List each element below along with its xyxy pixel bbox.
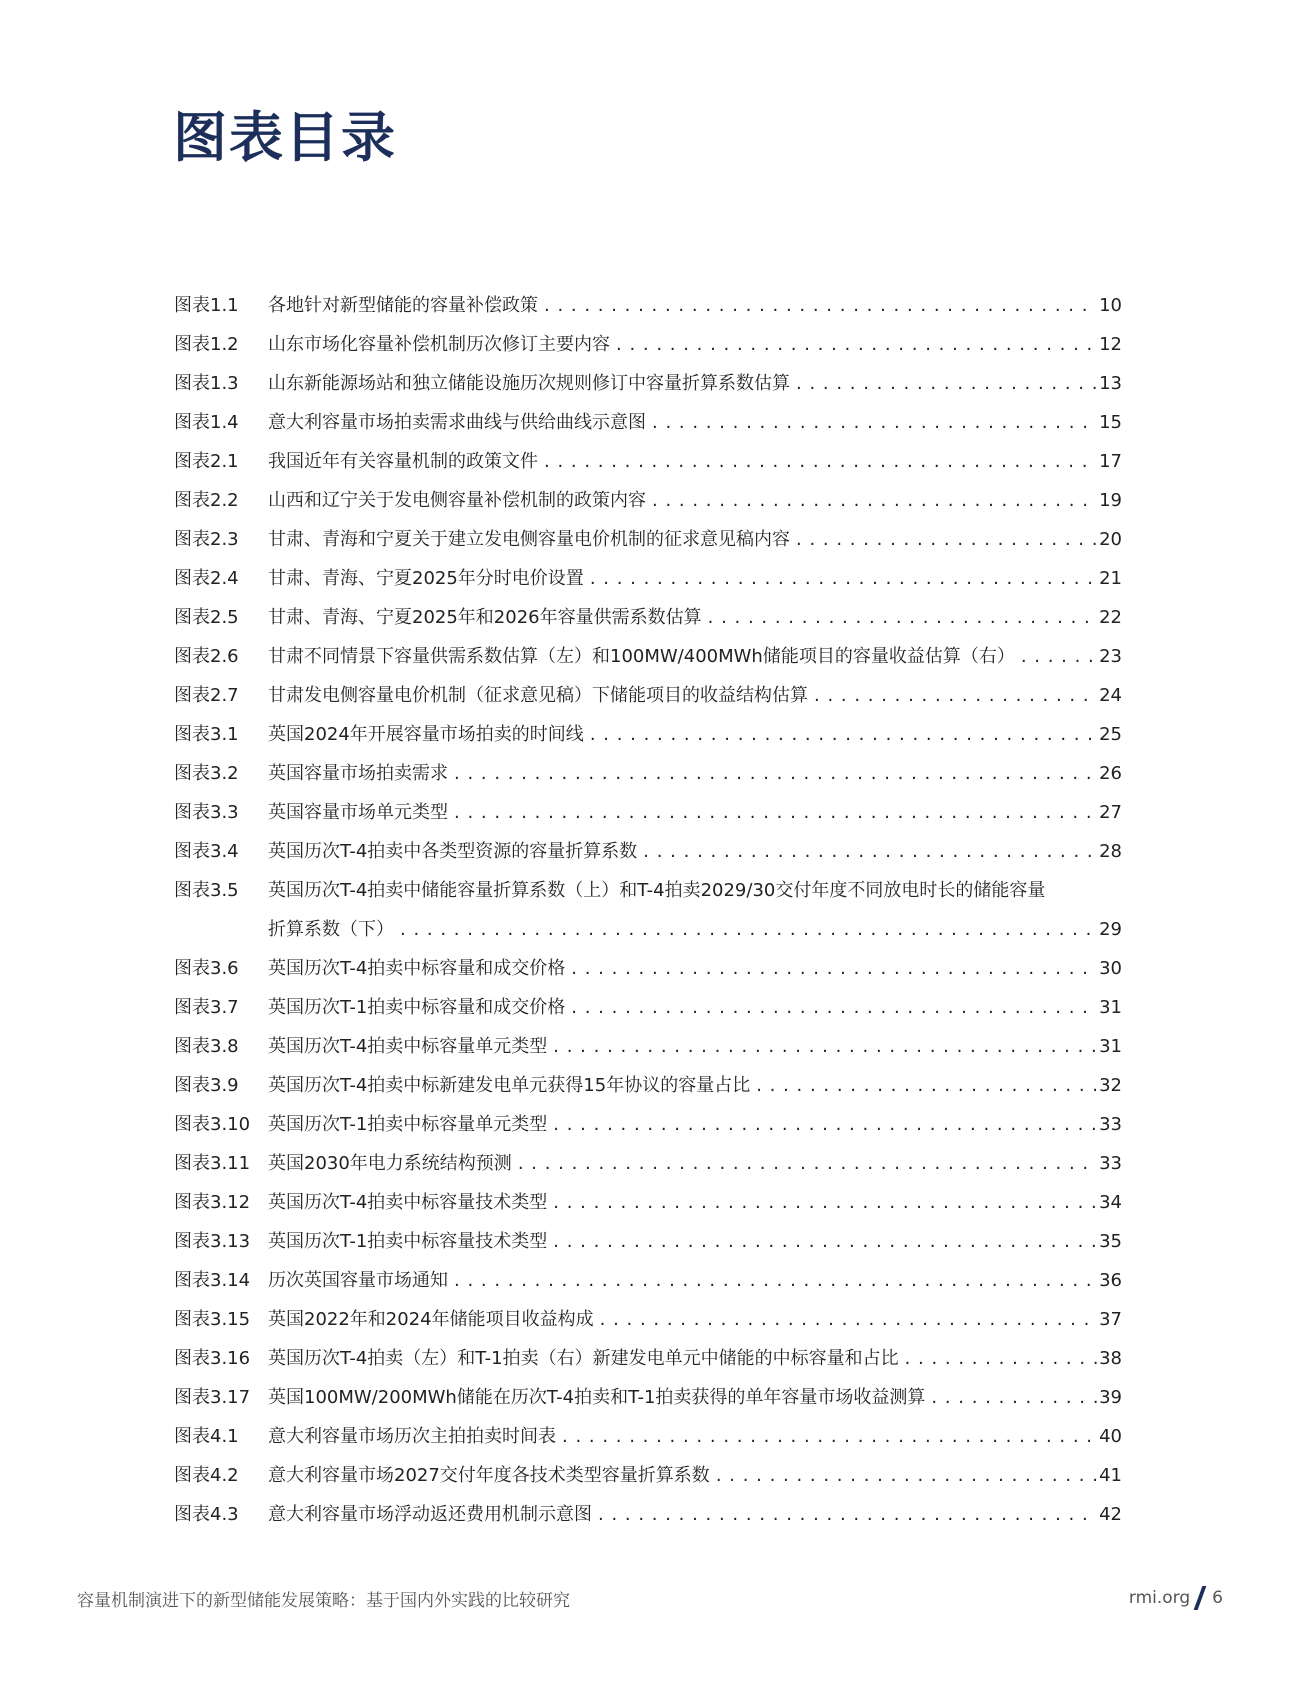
toc-entry-title[interactable]: 英国历次T-4拍卖中标容量技术类型: [268, 1192, 548, 1213]
toc-entry-title[interactable]: 英国历次T-4拍卖中储能容量折算系数（上）和T-4拍卖2029/30交付年度不同放电时长的储能容量: [268, 880, 1046, 901]
toc-entry-label: 图表2.7: [174, 685, 239, 706]
toc-entry-title[interactable]: 意大利容量市场2027交付年度各技术类型容量折算系数: [268, 1465, 710, 1486]
toc-leader-dots: [652, 411, 1097, 435]
toc-entry-page[interactable]: 34: [1099, 1192, 1122, 1213]
toc-entry-title[interactable]: 英国历次T-4拍卖中各类型资源的容量折算系数: [268, 841, 638, 862]
toc-entry[interactable]: [174, 840, 1122, 879]
toc-entry[interactable]: [174, 801, 1122, 840]
toc-entry-label: 图表4.2: [174, 1465, 239, 1486]
toc-leader-dots: [518, 1152, 1097, 1176]
toc-entry[interactable]: [174, 1269, 1122, 1308]
toc-entry[interactable]: [174, 1191, 1122, 1230]
toc-entry-title[interactable]: 甘肃、青海和宁夏关于建立发电侧容量电价机制的征求意见稿内容: [268, 529, 790, 550]
toc-entry-page[interactable]: 36: [1099, 1270, 1122, 1291]
footer-right: [1129, 1586, 1223, 1610]
toc-entry-page[interactable]: 25: [1099, 724, 1122, 745]
toc-leader-dots: [616, 333, 1097, 357]
toc-entry-title[interactable]: 英国容量市场单元类型: [268, 802, 448, 823]
toc-entry-title[interactable]: 英国历次T-4拍卖中标容量单元类型: [268, 1036, 548, 1057]
toc-entry-page[interactable]: 12: [1099, 334, 1122, 355]
toc-entry[interactable]: [174, 333, 1122, 372]
toc-entry-page[interactable]: 24: [1099, 685, 1122, 706]
toc-entry-page[interactable]: 10: [1099, 295, 1122, 316]
toc-entry-label: 图表3.11: [174, 1153, 251, 1174]
toc-entry-title[interactable]: 甘肃发电侧容量电价机制（征求意见稿）下储能项目的收益结构估算: [268, 685, 808, 706]
toc-entry-title[interactable]: 各地针对新型储能的容量补偿政策: [268, 295, 538, 316]
toc-entry-page[interactable]: 20: [1099, 529, 1122, 550]
toc-entry-page[interactable]: 22: [1099, 607, 1122, 628]
toc-entry-page[interactable]: 27: [1099, 802, 1122, 823]
toc-entry-label: 图表2.3: [174, 529, 239, 550]
toc-leader-dots: [400, 918, 1097, 942]
footer-page-number: 6: [1212, 1588, 1223, 1608]
toc-entry[interactable]: [174, 684, 1122, 723]
toc-entry-title[interactable]: 英国2030年电力系统结构预测: [268, 1153, 512, 1174]
toc-entry-page[interactable]: 32: [1099, 1075, 1122, 1096]
toc-entry-label: 图表3.12: [174, 1192, 251, 1213]
toc-entry-title[interactable]: 英国100MW/200MWh储能在历次T-4拍卖和T-1拍卖获得的单年容量市场收益测算: [268, 1387, 926, 1408]
toc-entry-title[interactable]: 山东新能源场站和独立储能设施历次规则修订中容量折算系数估算: [268, 373, 790, 394]
toc-entry-page[interactable]: 40: [1099, 1426, 1122, 1447]
toc-leader-dots: [652, 489, 1097, 513]
toc-entry[interactable]: [174, 957, 1122, 996]
toc-leader-dots: [598, 1503, 1097, 1527]
toc-entry[interactable]: [174, 450, 1122, 489]
toc-leader-dots: [796, 372, 1097, 396]
toc-entry-page[interactable]: 29: [1099, 919, 1122, 940]
toc-entry-page[interactable]: 28: [1099, 841, 1122, 862]
toc-leader-dots: [454, 762, 1097, 786]
toc-leader-dots: [553, 1113, 1097, 1137]
toc-entry-title[interactable]: 甘肃不同情景下容量供需系数估算（左）和100MW/400MWh储能项目的容量收益估算（右）: [268, 646, 1015, 667]
toc-leader-dots: [905, 1347, 1098, 1371]
toc-entry-label: 图表2.6: [174, 646, 239, 667]
toc-entry[interactable]: [174, 996, 1122, 1035]
toc-entry-label: 图表1.1: [174, 295, 239, 316]
toc-leader-dots: [562, 1425, 1097, 1449]
toc-entry-title[interactable]: 英国历次T-1拍卖中标容量和成交价格: [268, 997, 566, 1018]
toc-entry[interactable]: [174, 1308, 1122, 1347]
toc-entry[interactable]: [174, 1035, 1122, 1074]
toc-entry-label: 图表3.14: [174, 1270, 251, 1291]
toc-entry-title[interactable]: 山西和辽宁关于发电侧容量补偿机制的政策内容: [268, 490, 646, 511]
toc-entry-page[interactable]: 33: [1099, 1153, 1122, 1174]
toc-entry-label: 图表1.2: [174, 334, 239, 355]
toc-leader-dots: [571, 957, 1097, 981]
toc-leader-dots: [1021, 645, 1097, 669]
toc-entry[interactable]: [174, 372, 1122, 411]
toc-entry-label: 图表3.6: [174, 958, 239, 979]
toc-leader-dots: [814, 684, 1097, 708]
toc-entry[interactable]: [174, 1503, 1122, 1542]
toc-entry-page[interactable]: 35: [1099, 1231, 1122, 1252]
toc-entry-label: 图表3.2: [174, 763, 239, 784]
slash-divider-icon: [1194, 1586, 1207, 1610]
toc-entry-page[interactable]: 15: [1099, 412, 1122, 433]
toc-entry[interactable]: [174, 1464, 1122, 1503]
toc-entry[interactable]: [174, 528, 1122, 567]
toc-leader-dots: [571, 996, 1097, 1020]
toc-entry[interactable]: [174, 489, 1122, 528]
toc-leader-dots: [796, 528, 1097, 552]
toc-entry-continuation[interactable]: [174, 918, 1122, 957]
toc-entry-page[interactable]: 31: [1099, 1036, 1122, 1057]
toc-entry-title-cont[interactable]: 折算系数（下）: [268, 919, 394, 940]
toc-entry-title[interactable]: 英国2022年和2024年储能项目收益构成: [268, 1309, 594, 1330]
toc-entry[interactable]: [174, 1425, 1122, 1464]
toc-entry-label: 图表1.3: [174, 373, 239, 394]
toc-entry[interactable]: [174, 1386, 1122, 1425]
toc-entry-title[interactable]: 英国容量市场拍卖需求: [268, 763, 448, 784]
toc-leader-dots: [454, 1269, 1097, 1293]
toc-leader-dots: [716, 1464, 1097, 1488]
toc-entry[interactable]: [174, 567, 1122, 606]
toc-entry-label: 图表4.3: [174, 1504, 239, 1525]
toc-entry-title[interactable]: 甘肃、青海、宁夏2025年和2026年容量供需系数估算: [268, 607, 702, 628]
toc-entry-page[interactable]: 30: [1099, 958, 1122, 979]
toc-entry-label: 图表3.17: [174, 1387, 251, 1408]
toc-entry[interactable]: [174, 1074, 1122, 1113]
toc-entry-page[interactable]: 17: [1099, 451, 1122, 472]
toc-entry-title[interactable]: 英国2024年开展容量市场拍卖的时间线: [268, 724, 584, 745]
toc-entry-page[interactable]: 41: [1099, 1465, 1122, 1486]
toc-entry-title[interactable]: 意大利容量市场拍卖需求曲线与供给曲线示意图: [268, 412, 646, 433]
toc-entry-title[interactable]: 英国历次T-4拍卖中标新建发电单元获得15年协议的容量占比: [268, 1075, 751, 1096]
toc-entry-title[interactable]: 英国历次T-1拍卖中标容量技术类型: [268, 1231, 548, 1252]
toc-entry-title[interactable]: 英国历次T-1拍卖中标容量单元类型: [268, 1114, 548, 1135]
toc-entry-label: 图表2.1: [174, 451, 239, 472]
toc-entry-label: 图表3.3: [174, 802, 239, 823]
toc-leader-dots: [454, 801, 1097, 825]
toc-entry-page[interactable]: 42: [1099, 1504, 1122, 1525]
toc-entry-title[interactable]: 我国近年有关容量机制的政策文件: [268, 451, 538, 472]
toc-entry-title[interactable]: 山东市场化容量补偿机制历次修订主要内容: [268, 334, 610, 355]
toc-entry-page[interactable]: 19: [1099, 490, 1122, 511]
toc-entry-page[interactable]: 13: [1099, 373, 1122, 394]
toc-entry-label: 图表2.2: [174, 490, 239, 511]
toc-entry[interactable]: [174, 1113, 1122, 1152]
toc-entry-label: 图表3.1: [174, 724, 239, 745]
toc-entry[interactable]: [174, 879, 1122, 918]
toc-leader-dots: [590, 567, 1097, 591]
toc-leader-dots: [600, 1308, 1097, 1332]
toc-entry-title[interactable]: 英国历次T-4拍卖（左）和T-1拍卖（右）新建发电单元中储能的中标容量和占比: [268, 1348, 899, 1369]
toc-leader-dots: [553, 1230, 1097, 1254]
toc-leader-dots: [590, 723, 1097, 747]
toc-entry-label: 图表3.4: [174, 841, 239, 862]
toc-entry-label: 图表4.1: [174, 1426, 239, 1447]
page-footer: [77, 1586, 1223, 1616]
toc-entry-title[interactable]: 甘肃、青海、宁夏2025年分时电价设置: [268, 568, 584, 589]
toc-entry-label: 图表2.5: [174, 607, 239, 628]
toc-entry-page[interactable]: 21: [1099, 568, 1122, 589]
toc-entry[interactable]: [174, 606, 1122, 645]
toc-entry-page[interactable]: 31: [1099, 997, 1122, 1018]
toc-leader-dots: [931, 1386, 1097, 1410]
toc-entry-label: 图表3.7: [174, 997, 239, 1018]
toc-entry[interactable]: [174, 294, 1122, 333]
toc-entry-page[interactable]: 38: [1099, 1348, 1122, 1369]
toc-entry-label: 图表3.5: [174, 880, 239, 901]
toc-entry-label: 图表2.4: [174, 568, 239, 589]
toc-entry-title[interactable]: 历次英国容量市场通知: [268, 1270, 448, 1291]
footer-site-link[interactable]: rmi.org: [1128, 1588, 1191, 1608]
toc-leader-dots: [756, 1074, 1097, 1098]
toc-entry[interactable]: [174, 1152, 1122, 1191]
footer-report-title: 容量机制演进下的新型储能发展策略：基于国内外实践的比较研究: [77, 1591, 570, 1611]
toc-leader-dots: [544, 294, 1097, 318]
toc-entry[interactable]: [174, 645, 1122, 684]
toc-entry-page[interactable]: 39: [1099, 1387, 1122, 1408]
toc-entry-label: 图表3.16: [174, 1348, 251, 1369]
toc-leader-dots: [553, 1191, 1097, 1215]
toc-entry-title[interactable]: 意大利容量市场历次主拍拍卖时间表: [268, 1426, 556, 1447]
toc-entry-page[interactable]: 23: [1099, 646, 1122, 667]
toc-entry-label: 图表3.10: [174, 1114, 251, 1135]
toc-entry-label: 图表3.9: [174, 1075, 239, 1096]
toc-leader-dots: [553, 1035, 1097, 1059]
toc-entry-label: 图表3.13: [174, 1231, 251, 1252]
page-title: 图表目录: [173, 106, 397, 169]
toc-entry[interactable]: [174, 762, 1122, 801]
toc-entry[interactable]: [174, 1347, 1122, 1386]
toc-entry[interactable]: [174, 411, 1122, 450]
toc-entry-title[interactable]: 意大利容量市场浮动返还费用机制示意图: [268, 1504, 592, 1525]
toc-entry-page[interactable]: 37: [1099, 1309, 1122, 1330]
toc-entry[interactable]: [174, 723, 1122, 762]
toc-entry-label: 图表3.15: [174, 1309, 251, 1330]
toc-entry-label: 图表3.8: [174, 1036, 239, 1057]
toc-entry-page[interactable]: 26: [1099, 763, 1122, 784]
toc-leader-dots: [643, 840, 1097, 864]
toc-entry-title[interactable]: 英国历次T-4拍卖中标容量和成交价格: [268, 958, 566, 979]
toc-entry[interactable]: [174, 1230, 1122, 1269]
table-of-figures: [174, 294, 1122, 1542]
toc-entry-label: 图表1.4: [174, 412, 239, 433]
toc-leader-dots: [544, 450, 1097, 474]
toc-leader-dots: [708, 606, 1097, 630]
toc-entry-page[interactable]: 33: [1099, 1114, 1122, 1135]
